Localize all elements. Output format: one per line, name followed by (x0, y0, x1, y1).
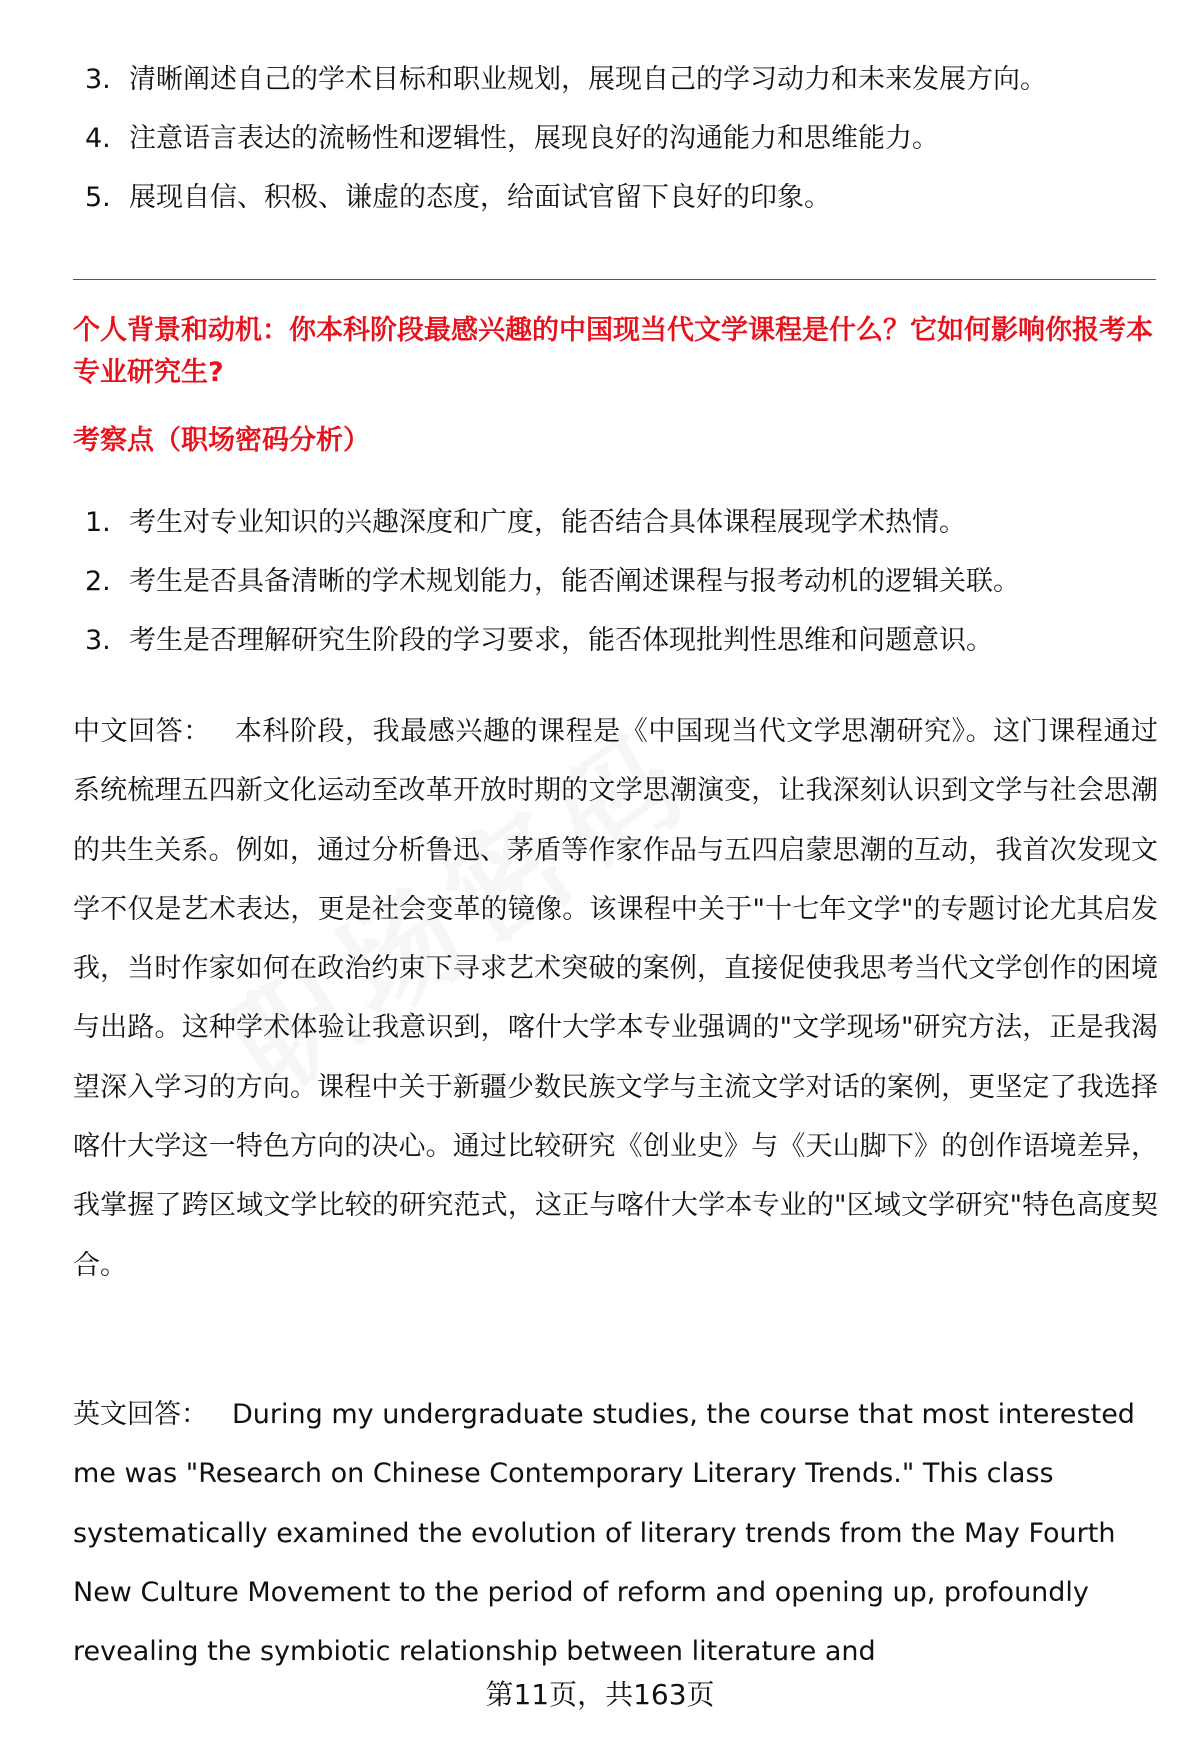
list-item (75, 611, 1155, 670)
english-answer-label: 英文回答： (73, 1399, 208, 1430)
section-divider (73, 279, 1156, 280)
list-item (75, 50, 1155, 109)
assessment-points-list (75, 493, 1155, 670)
list-item-number: 3. (85, 64, 111, 95)
list-item-text: 展现自信、积极、谦虚的态度，给面试官留下良好的印象。 (129, 182, 831, 213)
list-item-number: 3. (85, 625, 111, 656)
list-item (75, 552, 1155, 611)
list-item-text: 清晰阐述自己的学术目标和职业规划，展现自己的学习动力和未来发展方向。 (129, 64, 1047, 95)
list-item-text: 注意语言表达的流畅性和逻辑性，展现良好的沟通能力和思维能力。 (129, 123, 939, 154)
list-item-number: 2. (85, 566, 111, 597)
list-item-text: 考生是否具备清晰的学术规划能力，能否阐述课程与报考动机的逻辑关联。 (129, 566, 1020, 597)
english-answer-text: During my undergraduate studies, the course that most interested me was "Research on Chinese Contemporary Literary Trends." This class systematically examined the evolution of literary trends from the May Fourth New Culture Movement to the period of reform and opening up, profoundly revealing the symbiotic relationship between literature and (73, 1399, 1135, 1668)
chinese-answer (73, 702, 1158, 1295)
english-answer (73, 1385, 1158, 1680)
list-item-number: 4. (85, 123, 111, 154)
chinese-answer-label: 中文回答： (73, 716, 211, 747)
list-item-number: 1. (85, 507, 111, 538)
chinese-answer-text: 本科阶段，我最感兴趣的课程是《中国现当代文学思潮研究》。这门课程通过系统梳理五四新文化运动至改革开放时期的文学思潮演变，让我深刻认识到文学与社会思潮的共生关系。例如，通过分析鲁迅、茅盾等作家作品与五四启蒙思潮的互动，我首次发现文学不仅是艺术表达，更是社会变革的镜像。该课程中关于"十七年文学"的专题讨论尤其启发我，当时作家如何在政治约束下寻求艺术突破的案例，直接促使我思考当代文学创作的困境与出路。这种学术体验让我意识到，喀什大学本专业强调的"文学现场"研究方法，正是我渴望深入学习的方向。课程中关于新疆少数民族文学与主流文学对话的案例，更坚定了我选择喀什大学这一特色方向的决心。通过比较研究《创业史》与《天山脚下》的创作语境差异，我掌握了跨区域文学比较的研究范式，这正与喀什大学本专业的"区域文学研究"特色高度契合。 (73, 716, 1159, 1281)
list-item (75, 493, 1155, 552)
page-number-footer: 第11页，共163页 (485, 1678, 715, 1711)
list-item-text: 考生对专业知识的兴趣深度和广度，能否结合具体课程展现学术热情。 (129, 507, 966, 538)
list-item (75, 109, 1155, 168)
question-heading: 个人背景和动机：你本科阶段最感兴趣的中国现当代文学课程是什么？它如何影响你报考本专业研究生? (73, 315, 1153, 388)
list-item-number: 5. (85, 182, 111, 213)
advice-list (75, 50, 1155, 227)
list-item-text: 考生是否理解研究生阶段的学习要求，能否体现批判性思维和问题意识。 (129, 625, 993, 656)
assessment-points-heading: 考察点（职场密码分析） (73, 425, 370, 456)
list-item (75, 168, 1155, 227)
